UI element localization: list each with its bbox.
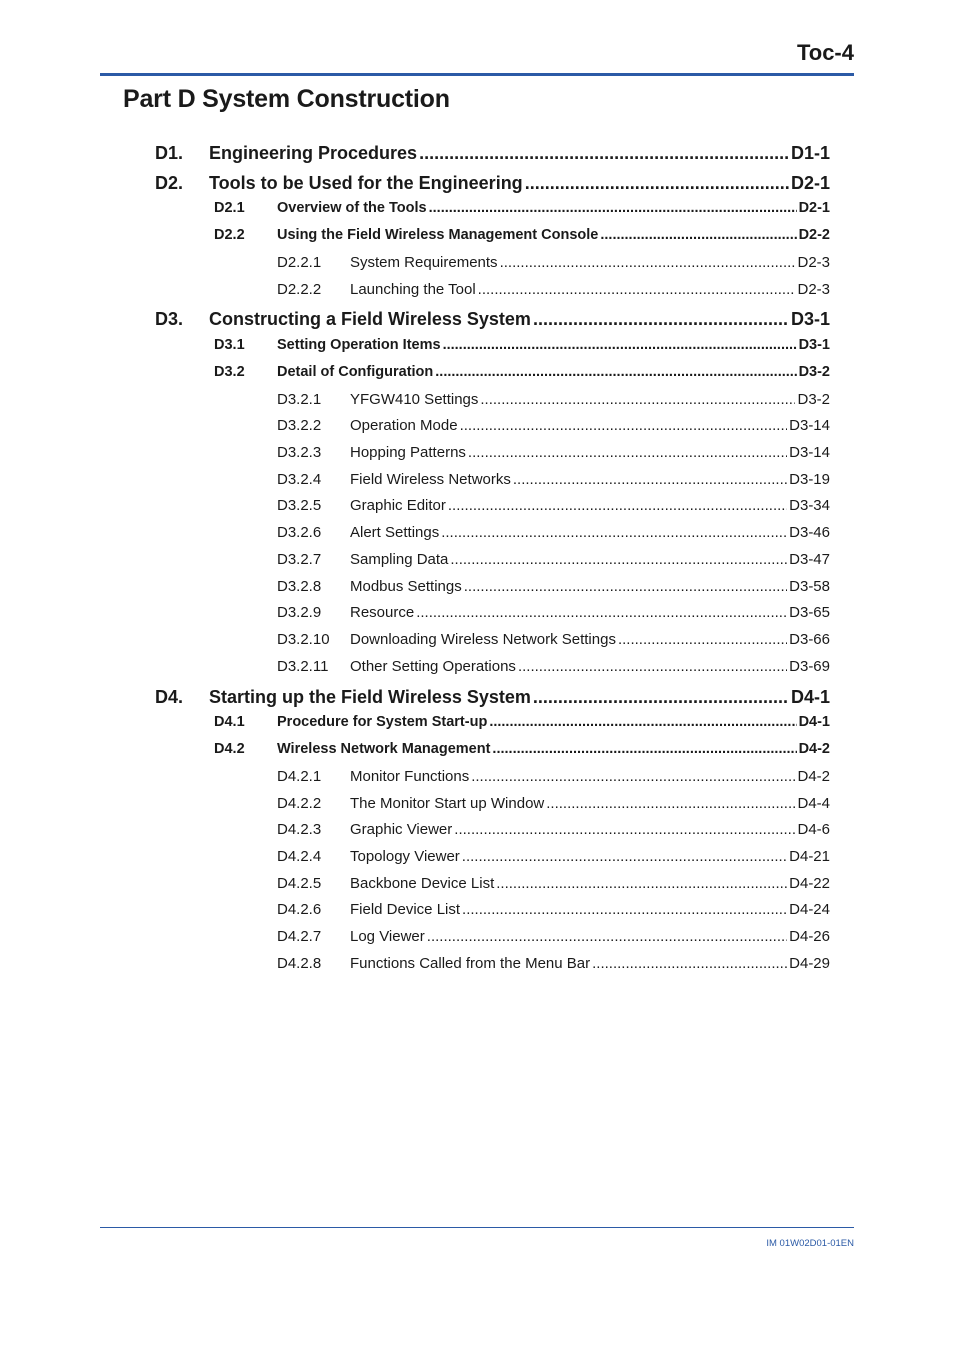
toc-entry-page[interactable]: D3-47 [789, 551, 830, 568]
toc-entry[interactable] [0, 524, 954, 548]
toc-entry[interactable] [0, 687, 954, 711]
toc-entry-page[interactable]: D4-1 [790, 687, 830, 707]
dot-leader [533, 309, 789, 330]
dot-leader [618, 631, 787, 648]
toc-entry-title[interactable]: Backbone Device List [350, 875, 495, 892]
toc-entry[interactable] [0, 471, 954, 495]
toc-entry-line [350, 471, 830, 488]
dot-leader [441, 524, 787, 541]
toc-entry-title[interactable]: Constructing a Field Wireless System [209, 309, 531, 329]
toc-entry-line [277, 200, 830, 216]
dot-leader [416, 604, 787, 621]
toc-entry-title[interactable]: Modbus Settings [350, 578, 462, 595]
dot-leader [478, 281, 796, 298]
toc-entry-title[interactable]: Functions Called from the Menu Bar [350, 955, 591, 972]
toc-entry[interactable] [0, 309, 954, 333]
dot-leader [435, 364, 796, 380]
toc-entry-title[interactable]: Monitor Functions [350, 768, 470, 785]
toc-entry-line [350, 658, 830, 675]
dot-leader [546, 795, 795, 812]
dot-leader [489, 714, 796, 730]
dot-leader [525, 173, 789, 194]
dot-leader [500, 254, 796, 271]
toc-entry-title[interactable]: Field Device List [350, 901, 461, 918]
toc-entry-title[interactable]: Graphic Viewer [350, 821, 453, 838]
toc-entry-title[interactable]: Setting Operation Items [277, 337, 441, 353]
toc-entry-number: D4. [155, 687, 184, 707]
toc-entry[interactable] [0, 714, 954, 738]
toc-entry-number: D4.2.4 [277, 848, 322, 865]
toc-entry[interactable] [0, 821, 954, 845]
toc-entry-page[interactable]: D3-14 [789, 417, 830, 434]
toc-entry-number: D3.2.11 [277, 658, 329, 675]
toc-entry[interactable] [0, 768, 954, 792]
toc-entry-number: D3.1 [214, 337, 245, 353]
toc-entry-title[interactable]: Hopping Patterns [350, 444, 466, 461]
dot-leader [468, 444, 787, 461]
toc-entry-page[interactable]: D4-26 [789, 928, 830, 945]
toc-entry-page[interactable]: D3-1 [790, 309, 830, 329]
dot-leader [443, 337, 797, 353]
toc-entry-page[interactable]: D3-46 [789, 524, 830, 541]
toc-entry-page[interactable]: D4-2 [797, 768, 830, 785]
toc-entry-line [350, 551, 830, 568]
toc-entry-number: D4.2.6 [277, 901, 322, 918]
toc-entry-number: D2.2.1 [277, 254, 322, 271]
toc-entry-title[interactable]: Engineering Procedures [209, 143, 418, 163]
toc-entry-number: D4.2.3 [277, 821, 322, 838]
toc-entry-page[interactable]: D3-1 [798, 337, 830, 353]
dot-leader [448, 497, 787, 514]
dot-leader [533, 687, 789, 708]
toc-entry-line [350, 901, 830, 918]
toc-entry-line [277, 227, 830, 243]
toc-entry-line [277, 714, 830, 730]
dot-leader [450, 551, 787, 568]
toc-entry-number: D4.1 [214, 714, 245, 730]
toc-entry-page[interactable]: D3-65 [789, 604, 830, 621]
dot-leader [454, 821, 795, 838]
page-id: Toc-4 [796, 40, 854, 65]
toc-entry-title[interactable]: Log Viewer [350, 928, 425, 945]
toc-entry[interactable] [0, 875, 954, 899]
toc-entry-line [209, 309, 830, 330]
toc-entry[interactable] [0, 444, 954, 468]
toc-entry-page[interactable]: D2-3 [797, 254, 830, 271]
toc-entry-line [209, 687, 830, 708]
toc-entry-number: D4.2.8 [277, 955, 322, 972]
toc-entry-page[interactable]: D4-1 [798, 714, 830, 730]
toc-entry-title[interactable]: Resource [350, 604, 415, 621]
toc-entry-title[interactable]: Overview of the Tools [277, 200, 427, 216]
toc-entry-number: D3.2.6 [277, 524, 322, 541]
dot-leader [464, 578, 787, 595]
toc-entry[interactable] [0, 254, 954, 278]
toc-entry-number: D3.2.5 [277, 497, 322, 514]
toc-entry[interactable] [0, 281, 954, 305]
toc-entry-number: D4.2.2 [277, 795, 322, 812]
toc-entry-page[interactable]: D3-14 [789, 444, 830, 461]
toc-entry-line [350, 928, 830, 945]
toc-entry[interactable] [0, 497, 954, 521]
toc-entry-line [350, 795, 830, 812]
toc-entry-number: D3.2.7 [277, 551, 322, 568]
toc-entry-number: D2.2 [214, 227, 245, 243]
toc-entry-page[interactable]: D4-4 [797, 795, 830, 812]
toc-entry-line [350, 875, 830, 892]
toc-entry-number: D3.2.8 [277, 578, 322, 595]
toc-entry-title[interactable]: Sampling Data [350, 551, 449, 568]
footer-rule [100, 1227, 854, 1228]
toc-entry-line [350, 604, 830, 621]
toc-entry-line [277, 741, 830, 757]
dot-leader [480, 391, 795, 408]
toc-entry-line [350, 631, 830, 648]
toc-entry-page[interactable]: D3-58 [789, 578, 830, 595]
toc-entry-line [350, 391, 830, 408]
toc-entry[interactable] [0, 200, 954, 224]
toc-entry-number: D3.2.4 [277, 471, 322, 488]
toc-entry-page[interactable]: D3-2 [797, 391, 830, 408]
toc-entry-line [350, 524, 830, 541]
toc-entry-line [350, 281, 830, 298]
toc-entry-title[interactable]: Wireless Network Management [277, 741, 491, 757]
toc-entry-line [209, 173, 830, 194]
toc-entry[interactable] [0, 143, 954, 167]
toc-entry-page[interactable]: D4-2 [798, 741, 830, 757]
toc-entry-title[interactable]: System Requirements [350, 254, 498, 271]
toc-entry[interactable] [0, 227, 954, 251]
toc-entry[interactable] [0, 901, 954, 925]
toc-entry[interactable] [0, 928, 954, 952]
dot-leader [462, 848, 787, 865]
toc-entry-line [350, 578, 830, 595]
toc-entry[interactable] [0, 604, 954, 628]
toc-entry-title[interactable]: Launching the Tool [350, 281, 476, 298]
dot-leader [427, 928, 787, 945]
toc-entry-number: D3.2.1 [277, 391, 322, 408]
toc-entry-title[interactable]: Starting up the Field Wireless System [209, 687, 531, 707]
dot-leader [496, 875, 787, 892]
toc-entry-line [277, 337, 830, 353]
toc-entry-title[interactable]: Alert Settings [350, 524, 440, 541]
dot-leader [492, 741, 796, 757]
toc-entry-page[interactable]: D3-69 [789, 658, 830, 675]
dot-leader [592, 955, 787, 972]
toc-entry-title[interactable]: Using the Field Wireless Management Console [277, 227, 599, 243]
toc-entry-page[interactable]: D3-34 [789, 497, 830, 514]
toc-entry-page[interactable]: D4-6 [797, 821, 830, 838]
toc-entry-title[interactable]: Downloading Wireless Network Settings [350, 631, 616, 648]
toc-entry-title[interactable]: Other Setting Operations [350, 658, 516, 675]
toc-entry-number: D2.2.2 [277, 281, 322, 298]
toc-entry[interactable] [0, 658, 954, 682]
toc-entry-number: D4.2.1 [277, 768, 322, 785]
toc-entry-page[interactable]: D2-2 [798, 227, 830, 243]
toc-entry-number: D3.2.10 [277, 631, 330, 648]
toc-entry-page[interactable]: D4-22 [789, 875, 830, 892]
toc-entry[interactable] [0, 417, 954, 441]
toc-entry[interactable] [0, 741, 954, 765]
toc-entry-line [277, 364, 830, 380]
toc-entry-number: D1. [155, 143, 184, 163]
toc-entry[interactable] [0, 848, 954, 872]
toc-entry-number: D2. [155, 173, 184, 193]
toc-entry-line [350, 417, 830, 434]
dot-leader [471, 768, 795, 785]
toc-entry-page[interactable]: D3-2 [798, 364, 830, 380]
toc-entry[interactable] [0, 795, 954, 819]
toc-entry-line [350, 444, 830, 461]
toc-entry-title[interactable]: Topology Viewer [350, 848, 460, 865]
dot-leader [462, 901, 787, 918]
toc-entry[interactable] [0, 337, 954, 361]
toc-entry-line [350, 821, 830, 838]
dot-leader [419, 143, 789, 164]
toc-entry-number: D4.2.7 [277, 928, 322, 945]
toc-entry[interactable] [0, 551, 954, 575]
toc-entry-title[interactable]: Graphic Editor [350, 497, 446, 514]
document-id: IM 01W02D01-01EN [766, 1238, 854, 1249]
toc-entry-page[interactable]: D3-19 [789, 471, 830, 488]
toc-entry[interactable] [0, 391, 954, 415]
toc-entry-page[interactable]: D1-1 [790, 143, 830, 163]
toc-entry-page[interactable]: D3-66 [789, 631, 830, 648]
toc-entry-page[interactable]: D2-1 [790, 173, 830, 193]
dot-leader [518, 658, 787, 675]
toc-entry-number: D4.2 [214, 741, 245, 757]
toc-entry-number: D3. [155, 309, 184, 329]
toc-entry-title[interactable]: Field Wireless Networks [350, 471, 511, 488]
toc-entry-title[interactable]: Detail of Configuration [277, 364, 434, 380]
toc-entry-title[interactable]: Tools to be Used for the Engineering [209, 173, 523, 193]
toc-entry-line [350, 848, 830, 865]
toc-entry-title[interactable]: Procedure for System Start-up [277, 714, 488, 730]
dot-leader [600, 227, 796, 243]
toc-entry-line [350, 497, 830, 514]
toc-entry[interactable] [0, 578, 954, 602]
toc-entry-number: D3.2.3 [277, 444, 322, 461]
toc-entry-number: D3.2.9 [277, 604, 322, 621]
toc-entry[interactable] [0, 955, 954, 979]
toc-entry[interactable] [0, 173, 954, 197]
toc-entry-line [350, 254, 830, 271]
toc-entry-page[interactable]: D2-3 [797, 281, 830, 298]
toc-entry-page[interactable]: D4-24 [789, 901, 830, 918]
dot-leader [429, 200, 797, 216]
toc-entry-page[interactable]: D4-21 [789, 848, 830, 865]
toc-entry-line [350, 955, 830, 972]
toc-entry-number: D3.2 [214, 364, 245, 380]
toc-entry-title[interactable]: The Monitor Start up Window [350, 795, 545, 812]
toc-entry-number: D2.1 [214, 200, 245, 216]
toc-entry-page[interactable]: D2-1 [798, 200, 830, 216]
toc-entry-number: D4.2.5 [277, 875, 322, 892]
toc-entry-line [350, 768, 830, 785]
toc-entry-title[interactable]: Operation Mode [350, 417, 458, 434]
dot-leader [460, 417, 788, 434]
toc-entry-title[interactable]: YFGW410 Settings [350, 391, 479, 408]
toc-entry[interactable] [0, 631, 954, 655]
toc-entry-line [209, 143, 830, 164]
dot-leader [513, 471, 787, 488]
toc-entry-page[interactable]: D4-29 [789, 955, 830, 972]
part-title: Part D System Construction [123, 85, 450, 113]
toc-entry-number: D3.2.2 [277, 417, 322, 434]
toc-entry[interactable] [0, 364, 954, 388]
